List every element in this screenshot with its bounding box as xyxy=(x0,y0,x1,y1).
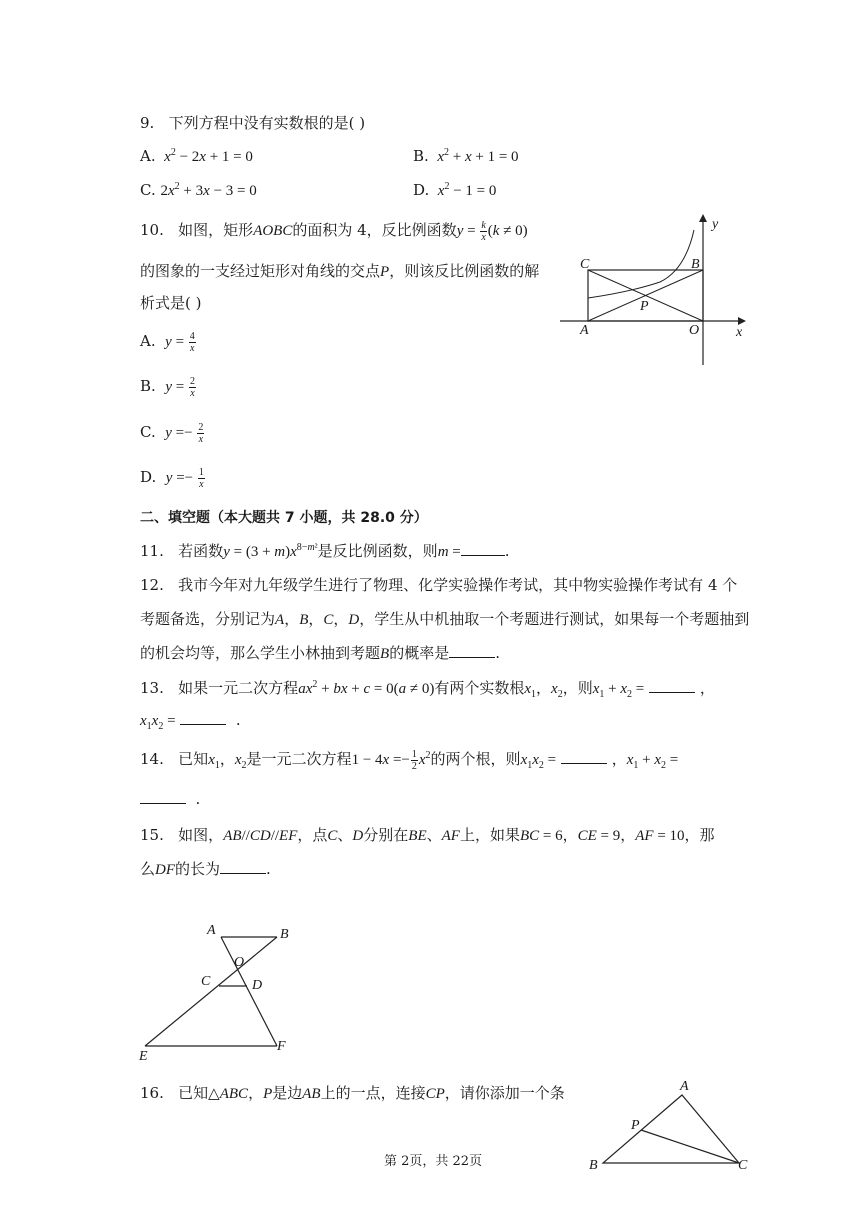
q15-line-1: 15. 如图，AB//CD//EF，点C、D分别在BE、AF上，如果BC = 6，CE = 9，AF = 10，那 xyxy=(140,826,715,844)
q14-text: 是一元二次方程 xyxy=(246,750,352,768)
q10-option-a: A. y = $\frac{4}{x}$ xyxy=(140,331,195,354)
q9-stem: 下列方程中没有实数根的是( ) xyxy=(168,114,366,132)
q10-text: 如图，矩形 xyxy=(178,221,254,239)
q11-number: 11. xyxy=(140,542,164,560)
q13-text: 如果一元二次方程 xyxy=(178,679,299,697)
q16-text: ， xyxy=(248,1084,264,1102)
q16-text: 上的一点，连接 xyxy=(320,1084,426,1102)
q14-number: 14. xyxy=(140,750,164,768)
fig-label-c: C xyxy=(580,257,590,272)
q15-text: 的长为 xyxy=(175,860,221,878)
q12-line-3: 的机会均等，那么学生小林抽到考题B的概率是 . xyxy=(140,644,500,662)
q9-option-d: D. $x^2 - 1 = 0$ xyxy=(413,181,497,199)
q13-text: 有两个实数根 xyxy=(434,679,525,697)
q15-text: 上，如果 xyxy=(459,826,520,844)
answer-blank[interactable] xyxy=(449,645,495,658)
q15-text: 如图， xyxy=(178,826,224,844)
q9-option-c: C. $2x^2 + 3x - 3 = 0$ xyxy=(140,181,257,199)
fig-label-b: B xyxy=(280,927,289,942)
q15-text: 么 xyxy=(140,860,156,878)
q14-text: 已知 xyxy=(178,750,209,768)
answer-blank[interactable] xyxy=(140,791,186,804)
fig-label-c: C xyxy=(738,1158,748,1173)
q16-text: ，请你添加一个条 xyxy=(444,1084,565,1102)
q12-text: 的概率是 xyxy=(389,644,450,662)
fig-label-e: E xyxy=(139,1049,148,1063)
section-title: 二、填空题（本大题共 7 小题，共 28.0 分） xyxy=(140,510,428,526)
fig-label-b: B xyxy=(691,257,700,272)
q10-text: 析式是( ) xyxy=(140,294,202,312)
q15-text: ，点 xyxy=(297,826,328,844)
q15-text: ，那 xyxy=(684,826,715,844)
q16-line-1: 16. 已知△ABC，P是边AB上的一点，连接CP，请你添加一个条 xyxy=(140,1084,565,1102)
q9-line xyxy=(140,112,365,133)
q12-text: . xyxy=(495,644,500,662)
q15-figure xyxy=(135,918,305,1063)
q10-figure xyxy=(560,210,760,370)
q10-text: 的面积为 4，反比例函数 xyxy=(292,221,457,239)
fig-label-a: A xyxy=(580,323,589,338)
q10-line-1: 10. 如图，矩形AOBC的面积为 4，反比例函数y = $\frac{k}{x}$ (k ≠ 0) xyxy=(140,220,528,244)
q12-text: 考题备选，分别记为 xyxy=(140,610,276,628)
q12-line-1 xyxy=(140,574,737,595)
fig-label-d: D xyxy=(252,978,263,993)
q13-number: 13. xyxy=(140,679,164,697)
answer-blank[interactable] xyxy=(220,861,266,874)
q14-text: ， xyxy=(611,750,627,768)
q13-text: . xyxy=(235,711,241,729)
q10-number: 10. xyxy=(140,221,164,239)
fig-label-a: A xyxy=(207,923,216,938)
q12-number: 12. xyxy=(140,576,164,594)
q15-number: 15. xyxy=(140,826,164,844)
page-footer: 第 2页，共 22页 xyxy=(384,1154,483,1169)
q10-option-c: C. y =− $\frac{2}{x}$ xyxy=(140,422,204,445)
fig-label-x: x xyxy=(736,325,743,340)
q9-option-b: B. $x^2 + x + 1 = 0$ xyxy=(413,147,519,165)
q12-text: 的机会均等，那么学生小林抽到考题 xyxy=(140,644,381,662)
q14-line-1: 14. 已知$x_1$，$x_2$是一元二次方程1 − 4x =− $\frac{1}{2}$ $x^2$的两个根，则$x_1x_2$ = ，$x_1 + x_2$ = xyxy=(140,749,679,773)
answer-blank[interactable] xyxy=(461,543,505,556)
answer-blank[interactable] xyxy=(561,751,607,764)
q15-line-2: 么DF的长为 . xyxy=(140,860,271,878)
fig-label-f: F xyxy=(277,1039,286,1054)
fig-label-c: C xyxy=(201,974,211,989)
answer-blank[interactable] xyxy=(649,680,695,693)
fig-label-b: B xyxy=(589,1158,598,1173)
q11-text: . xyxy=(504,542,510,560)
q10-option-d: D. y =− $\frac{1}{x}$ xyxy=(140,467,204,490)
q13-line-2: $x_1x_2$ = . xyxy=(140,711,241,732)
fig-label-o: O xyxy=(689,323,700,338)
q11-line: 11. 若函数$y = (3 + m)x^{8-m^2}$是反比例函数，则m = . xyxy=(140,542,510,560)
q14-text: 的两个根，则 xyxy=(430,750,521,768)
q14-line-2 xyxy=(140,790,200,808)
q10-line-2 xyxy=(140,260,539,281)
fig-label-o: O xyxy=(234,955,245,970)
q10-rect-name: AOBC xyxy=(253,223,293,239)
q10-option-b: B. y = $\frac{2}{x}$ xyxy=(140,376,195,399)
q12-text: ，学生从中机抽取一个考题进行测试，如果每一个考题抽到 xyxy=(359,610,750,628)
q16-text: 已知△ xyxy=(178,1084,220,1102)
q10-text: 的图象的一支经过矩形对角线的交点 xyxy=(140,262,381,280)
option-label: B. xyxy=(413,147,429,165)
q13-line-1: 13. 如果一元二次方程$ax^2$ + bx + c = 0(a ≠ 0)有两个实数根$x_1$，$x_2$，则$x_1 + x_2$ = ， xyxy=(140,679,715,700)
q15-text: 分别在 xyxy=(363,826,409,844)
q11-text: 若函数 xyxy=(178,542,224,560)
fig-label-y: y xyxy=(712,217,719,232)
fig-label-p: P xyxy=(631,1118,640,1133)
option-label: C. xyxy=(140,181,156,199)
answer-blank[interactable] xyxy=(180,712,226,725)
q15-text: . xyxy=(266,860,271,878)
q10-text: ，则该反比例函数的解 xyxy=(389,262,540,280)
q16-figure xyxy=(585,1075,755,1175)
q12-line-2: 考题备选，分别记为A，B，C，D，学生从中机抽取一个考题进行测试，如果每一个考题抽到 xyxy=(140,610,750,628)
q10-line-3 xyxy=(140,292,201,313)
q11-text: 是反比例函数，则 xyxy=(317,542,438,560)
fig-label-a: A xyxy=(680,1079,689,1094)
q12-text: 我市今年对九年级学生进行了物理、化学实验操作考试，其中物实验操作考试有 4 个 xyxy=(178,576,738,594)
q9-option-a: A. $x^2 - 2x + 1 = 0$ xyxy=(140,147,253,165)
option-label: D. xyxy=(413,181,430,199)
q14-text: . xyxy=(195,790,201,808)
option-label: A. xyxy=(140,147,156,165)
fig-label-p: P xyxy=(640,299,649,314)
q16-number: 16. xyxy=(140,1084,164,1102)
q10-point: P xyxy=(380,264,390,280)
q13-text: ， xyxy=(699,679,715,697)
q13-text: ，则 xyxy=(562,679,593,697)
q16-text: 是边 xyxy=(272,1084,303,1102)
q9-number: 9. xyxy=(140,114,155,132)
